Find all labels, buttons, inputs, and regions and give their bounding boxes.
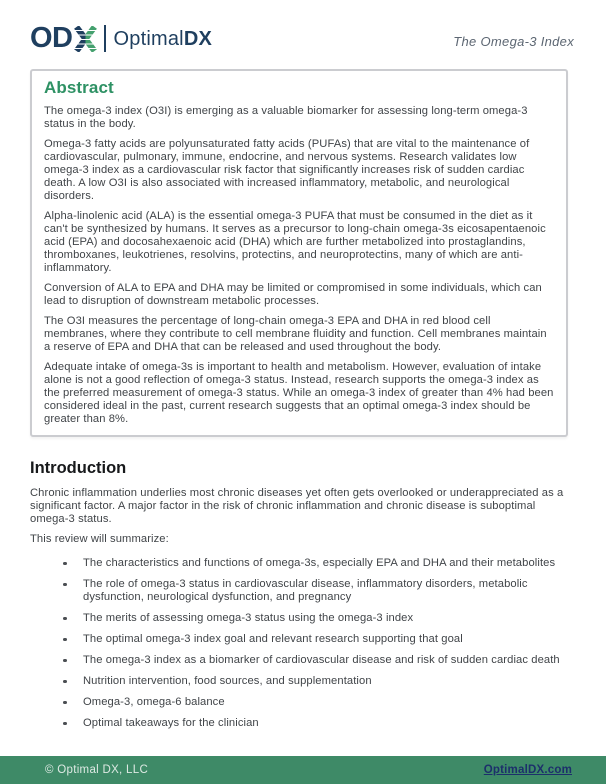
introduction-section <box>30 459 576 730</box>
bullet-icon <box>63 583 67 587</box>
abstract-heading: Abstract <box>44 78 114 97</box>
list-item <box>62 696 576 709</box>
list-item-text: The optimal omega-3 index goal and relevant research supporting that goal <box>83 633 463 645</box>
list-item <box>62 557 576 570</box>
abstract-paragraph: Conversion of ALA to EPA and DHA may be limited or compromised in some individuals, which can lead to disruption of downstream metabolic processes. <box>44 282 542 307</box>
list-item <box>62 633 576 646</box>
abstract-box <box>30 69 568 437</box>
list-item <box>62 717 576 730</box>
list-item <box>62 654 576 667</box>
logo-x-icon <box>74 26 97 52</box>
list-item-text: The characteristics and functions of omega-3s, especially EPA and DHA and their metabolites <box>83 557 556 569</box>
abstract-paragraph: The O3I measures the percentage of long-chain omega-3 EPA and DHA in red blood cell membranes, where they contribute to cell membrane fluidity and function. Cell membranes maintain a reserve of EPA and DHA that can be released and used throughout the body. <box>44 315 547 353</box>
odx-logo <box>30 24 212 53</box>
list-item <box>62 578 576 604</box>
bullet-icon <box>63 638 67 642</box>
bullet-icon <box>63 722 67 726</box>
abstract-paragraph: Alpha-linolenic acid (ALA) is the essential omega-3 PUFA that must be consumed in the diet as it can't be synthesized by humans. It serves as a precursor to long-chain omega-3s eicosapentaenoic acid (EPA) and docosahexaenoic acid (DHA) which are further metabolized into prostaglandins, thromboxanes, leukotrienes, resolvins, protectins, and neuroprotectins, many of which are anti-inflammatory. <box>44 210 546 274</box>
list-item-text: The role of omega-3 status in cardiovascular disease, inflammatory disorders, metabolic dysfunction, neurological dysfunction, and pregnancy <box>83 578 528 603</box>
copyright-text: © Optimal DX, LLC <box>45 764 149 776</box>
logo-divider <box>104 25 106 52</box>
bullet-icon <box>63 701 67 705</box>
summary-list <box>30 557 576 730</box>
abstract-paragraph: Adequate intake of omega-3s is important to health and metabolism. However, evaluation of intake alone is not a good reflection of omega-3 status. Instead, research supports the omega-3 index as the preferred measurement of omega-3 status. While an omega-3 index of greater than 4% had been considered ideal in the past, current research suggests that an optimal omega-3 index should be greater than 8%. <box>44 361 554 425</box>
website-link[interactable]: OptimalDX.com <box>483 764 572 776</box>
bullet-icon <box>63 659 67 663</box>
list-intro-text: This review will summarize: <box>30 533 169 545</box>
list-item-text: The omega-3 index as a biomarker of cardiovascular disease and risk of sudden cardiac death <box>83 654 560 666</box>
bullet-icon <box>63 562 67 566</box>
list-item-text: Omega-3, omega-6 balance <box>83 696 225 708</box>
introduction-paragraph: Chronic inflammation underlies most chronic diseases yet often gets overlooked or underappreciated as a significant factor. A major factor in the risk of chronic inflammation and chronic disease is suboptimal omega-3 status. <box>30 487 564 525</box>
footer <box>0 756 606 784</box>
list-item-text: Nutrition intervention, food sources, and supplementation <box>83 675 372 687</box>
list-item-text: Optimal takeaways for the clinician <box>83 717 259 729</box>
list-item-text: The merits of assessing omega-3 status using the omega-3 index <box>83 612 414 624</box>
abstract-paragraph: Omega-3 fatty acids are polyunsaturated fatty acids (PUFAs) that are vital to the maintenance of cardiovascular, pulmonary, immune, endocrine, and nervous systems. Research validates low omega-3 index as a cardiovascular risk factor that significantly increases risk of sudden cardiac death. A low O3I is also associated with increased inflammatory, metabolic, and neurological disorders. <box>44 138 530 202</box>
doc-title: The Omega-3 Index <box>453 34 574 49</box>
bullet-icon <box>63 680 67 684</box>
logo-wordmark <box>114 29 213 49</box>
logo-od-text: OD <box>30 22 73 54</box>
bullet-icon <box>63 617 67 621</box>
list-item <box>62 612 576 625</box>
header <box>0 0 606 53</box>
logo-wordmark-bold: DX <box>183 27 212 50</box>
list-item <box>62 675 576 688</box>
logo-wordmark-regular: Optimal <box>113 27 184 50</box>
abstract-paragraph: The omega-3 index (O3I) is emerging as a valuable biomarker for assessing long-term omega-3 status in the body. <box>44 105 528 130</box>
introduction-heading: Introduction <box>30 459 127 477</box>
logo-od-letters <box>30 24 97 53</box>
